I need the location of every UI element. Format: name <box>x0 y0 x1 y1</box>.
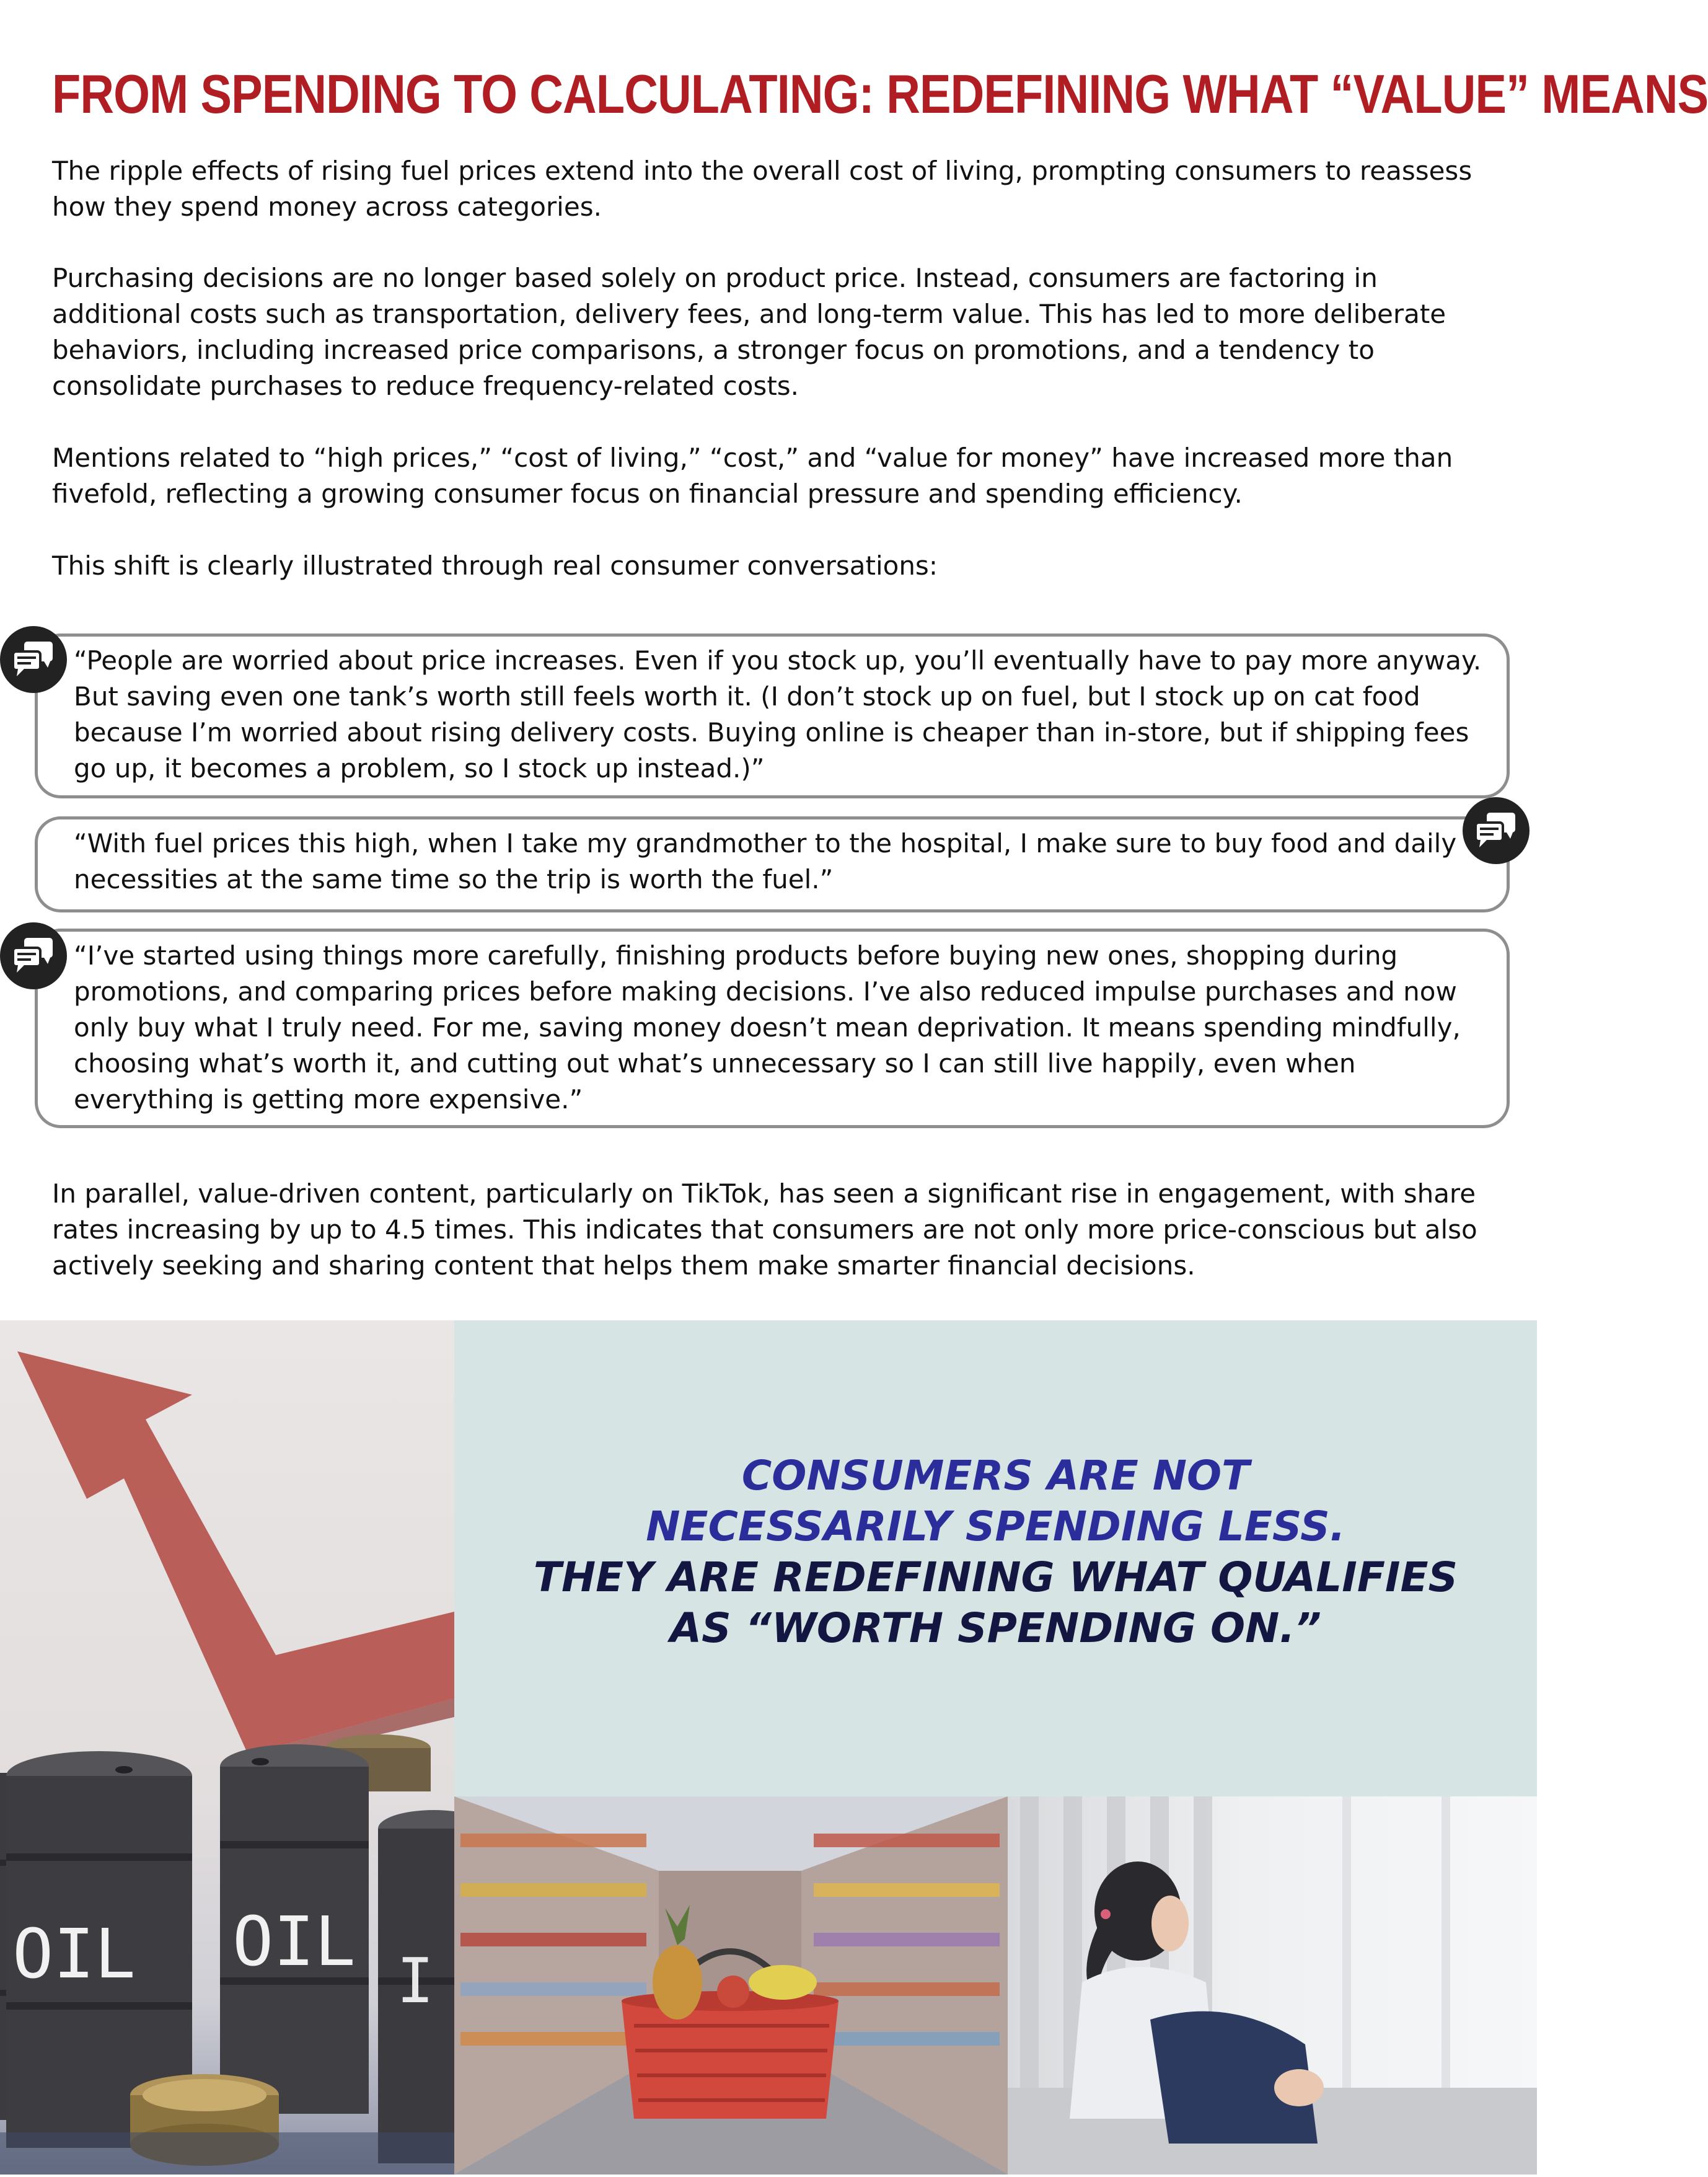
callout-line-2: THEY ARE REDEFINING WHAT QUALIFIES AS “WORTH SPENDING ON.” <box>533 1553 1458 1652</box>
thoughtful-woman-image <box>1008 1796 1537 2175</box>
chat-bubbles-glyph <box>12 937 55 975</box>
bottom-visual-band <box>0 1320 1537 2175</box>
callout-line-1: CONSUMERS ARE NOT NECESSARILY SPENDING LESS. <box>646 1452 1345 1550</box>
quote-box-3 <box>35 929 1510 1128</box>
woman-illustration <box>1008 1796 1537 2175</box>
red-up-arrow-icon <box>17 1351 454 1754</box>
callout-text <box>454 1451 1537 1654</box>
quote-text-3: “I’ve started using things more carefully, finishing products before buying new ones, shopping during promotions, and comparing prices before making decisions. I’ve also reduced impulse purchases and now only buy what I truly need. For me, saving money doesn’t mean deprivation. It means spending mindfully, choosing what’s worth it, and cutting out what’s unnecessary so I can still live happily, even when everything is getting more expensive.” <box>74 940 1461 1115</box>
barrel-label: OIL <box>12 1914 136 1994</box>
chat-bubbles-glyph <box>12 640 55 679</box>
page-title: FROM SPENDING TO CALCULATING: REDEFINING WHAT “VALUE” MEANS <box>52 63 1708 125</box>
callout-panel <box>454 1320 1537 1796</box>
chat-bubbles-icon <box>1463 797 1530 864</box>
quote-box-1 <box>35 634 1510 798</box>
purchasing-paragraph: Purchasing decisions are no longer based solely on product price. Instead, consumers are factoring in additional costs such as transportation, delivery fees, and long-term value. This has led to more deliberate behaviors, including increased price comparisons, a stronger focus on promotions, and a tendency to consolidate purchases to reduce frequency-related costs. <box>52 263 1446 401</box>
oil-price-image <box>0 1320 454 2175</box>
barrel-label: OIL <box>232 1902 356 1981</box>
grocery-basket-image <box>454 1796 1008 2175</box>
conversations-intro: This shift is clearly illustrated through real consumer conversations: <box>52 550 938 581</box>
mentions-paragraph: Mentions related to “high prices,” “cost of living,” “cost,” and “value for money” have increased more than fivefold, reflecting a growing consumer focus on financial pressure and spending efficiency. <box>52 443 1453 509</box>
quote-text-2: “With fuel prices this high, when I take my grandmother to the hospital, I make sure to buy food and daily necessities at the same time so the trip is worth the fuel.” <box>74 828 1457 894</box>
chat-bubbles-icon <box>0 626 67 693</box>
quote-text-1: “People are worried about price increases. Even if you stock up, you’ll eventually have to pay more anyway. But saving even one tank’s worth still feels worth it. (I don’t stock up on fuel, but I stock up on cat food because I’m worried about rising delivery costs. Buying online is cheaper than in-store, but if shipping fees go up, it becomes a problem, so I stock up instead.)” <box>74 645 1482 784</box>
chat-bubbles-glyph <box>1474 811 1518 850</box>
oil-illustration <box>0 1320 454 2175</box>
tiktok-paragraph: In parallel, value-driven content, particularly on TikTok, has seen a significant rise in engagement, with share rates increasing by up to 4.5 times. This indicates that consumers are not only more price-conscious but also actively seeking and sharing content that helps them make smarter financial decisions. <box>52 1178 1477 1281</box>
quote-box-2 <box>35 816 1510 912</box>
intro-paragraph: The ripple effects of rising fuel prices extend into the overall cost of living, prompting consumers to reassess how they spend money across categories. <box>52 156 1472 222</box>
chat-bubbles-icon <box>0 922 67 989</box>
barrel-label-partial: I <box>397 1945 434 2017</box>
grocery-illustration <box>454 1796 1008 2175</box>
